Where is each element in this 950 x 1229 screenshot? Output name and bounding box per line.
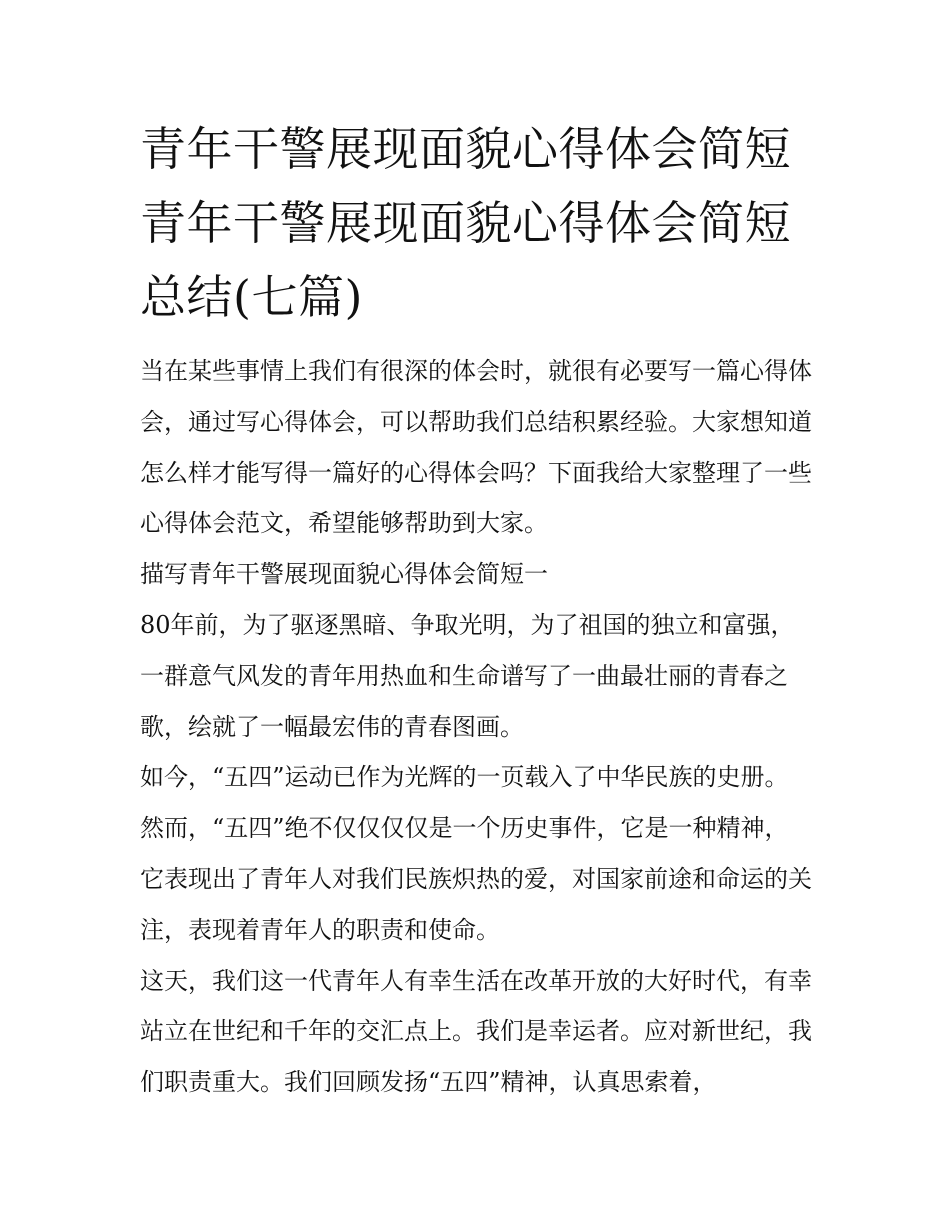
body-paragraph-1: 80年前，为了驱逐黑暗、争取光明，为了祖国的独立和富强，一群意气风发的青年用热血和生命谱写了一曲最壮丽的青春之歌，绘就了一幅最宏伟的青春图画。 <box>140 610 795 741</box>
document-body <box>140 346 812 1108</box>
body-paragraph-3: 这天，我们这一代青年人有幸生活在改革开放的大好时代，有幸站立在世纪和千年的交汇点上。我们是幸运者。应对新世纪，我们职责重大。我们回顾发扬“五四”精神，认真思索着， <box>140 966 812 1097</box>
section-heading: 描写青年干警展现面貌心得体会简短一 <box>140 560 548 589</box>
intro-paragraph: 当在某些事情上我们有很深的体会时，就很有必要写一篇心得体会，通过写心得体会，可以帮助我们总结积累经验。大家想知道怎么样才能写得一篇好的心得体会吗？下面我给大家整理了一些心得体会范文，希望能够帮助到大家。 <box>140 357 812 538</box>
body-paragraph-2: 如今，“五四”运动已作为光辉的一页载入了中华民族的史册。然而，“五四”绝不仅仅仅仅是一个历史事件，它是一种精神，它表现出了青年人对我们民族炽热的爱，对国家前途和命运的关注，表现着青年人的职责和使命。 <box>140 763 812 944</box>
document-title: 青年干警展现面貌心得体会简短 青年干警展现面貌心得体会简短总结(七篇) <box>140 122 791 324</box>
document-page <box>140 112 812 1108</box>
